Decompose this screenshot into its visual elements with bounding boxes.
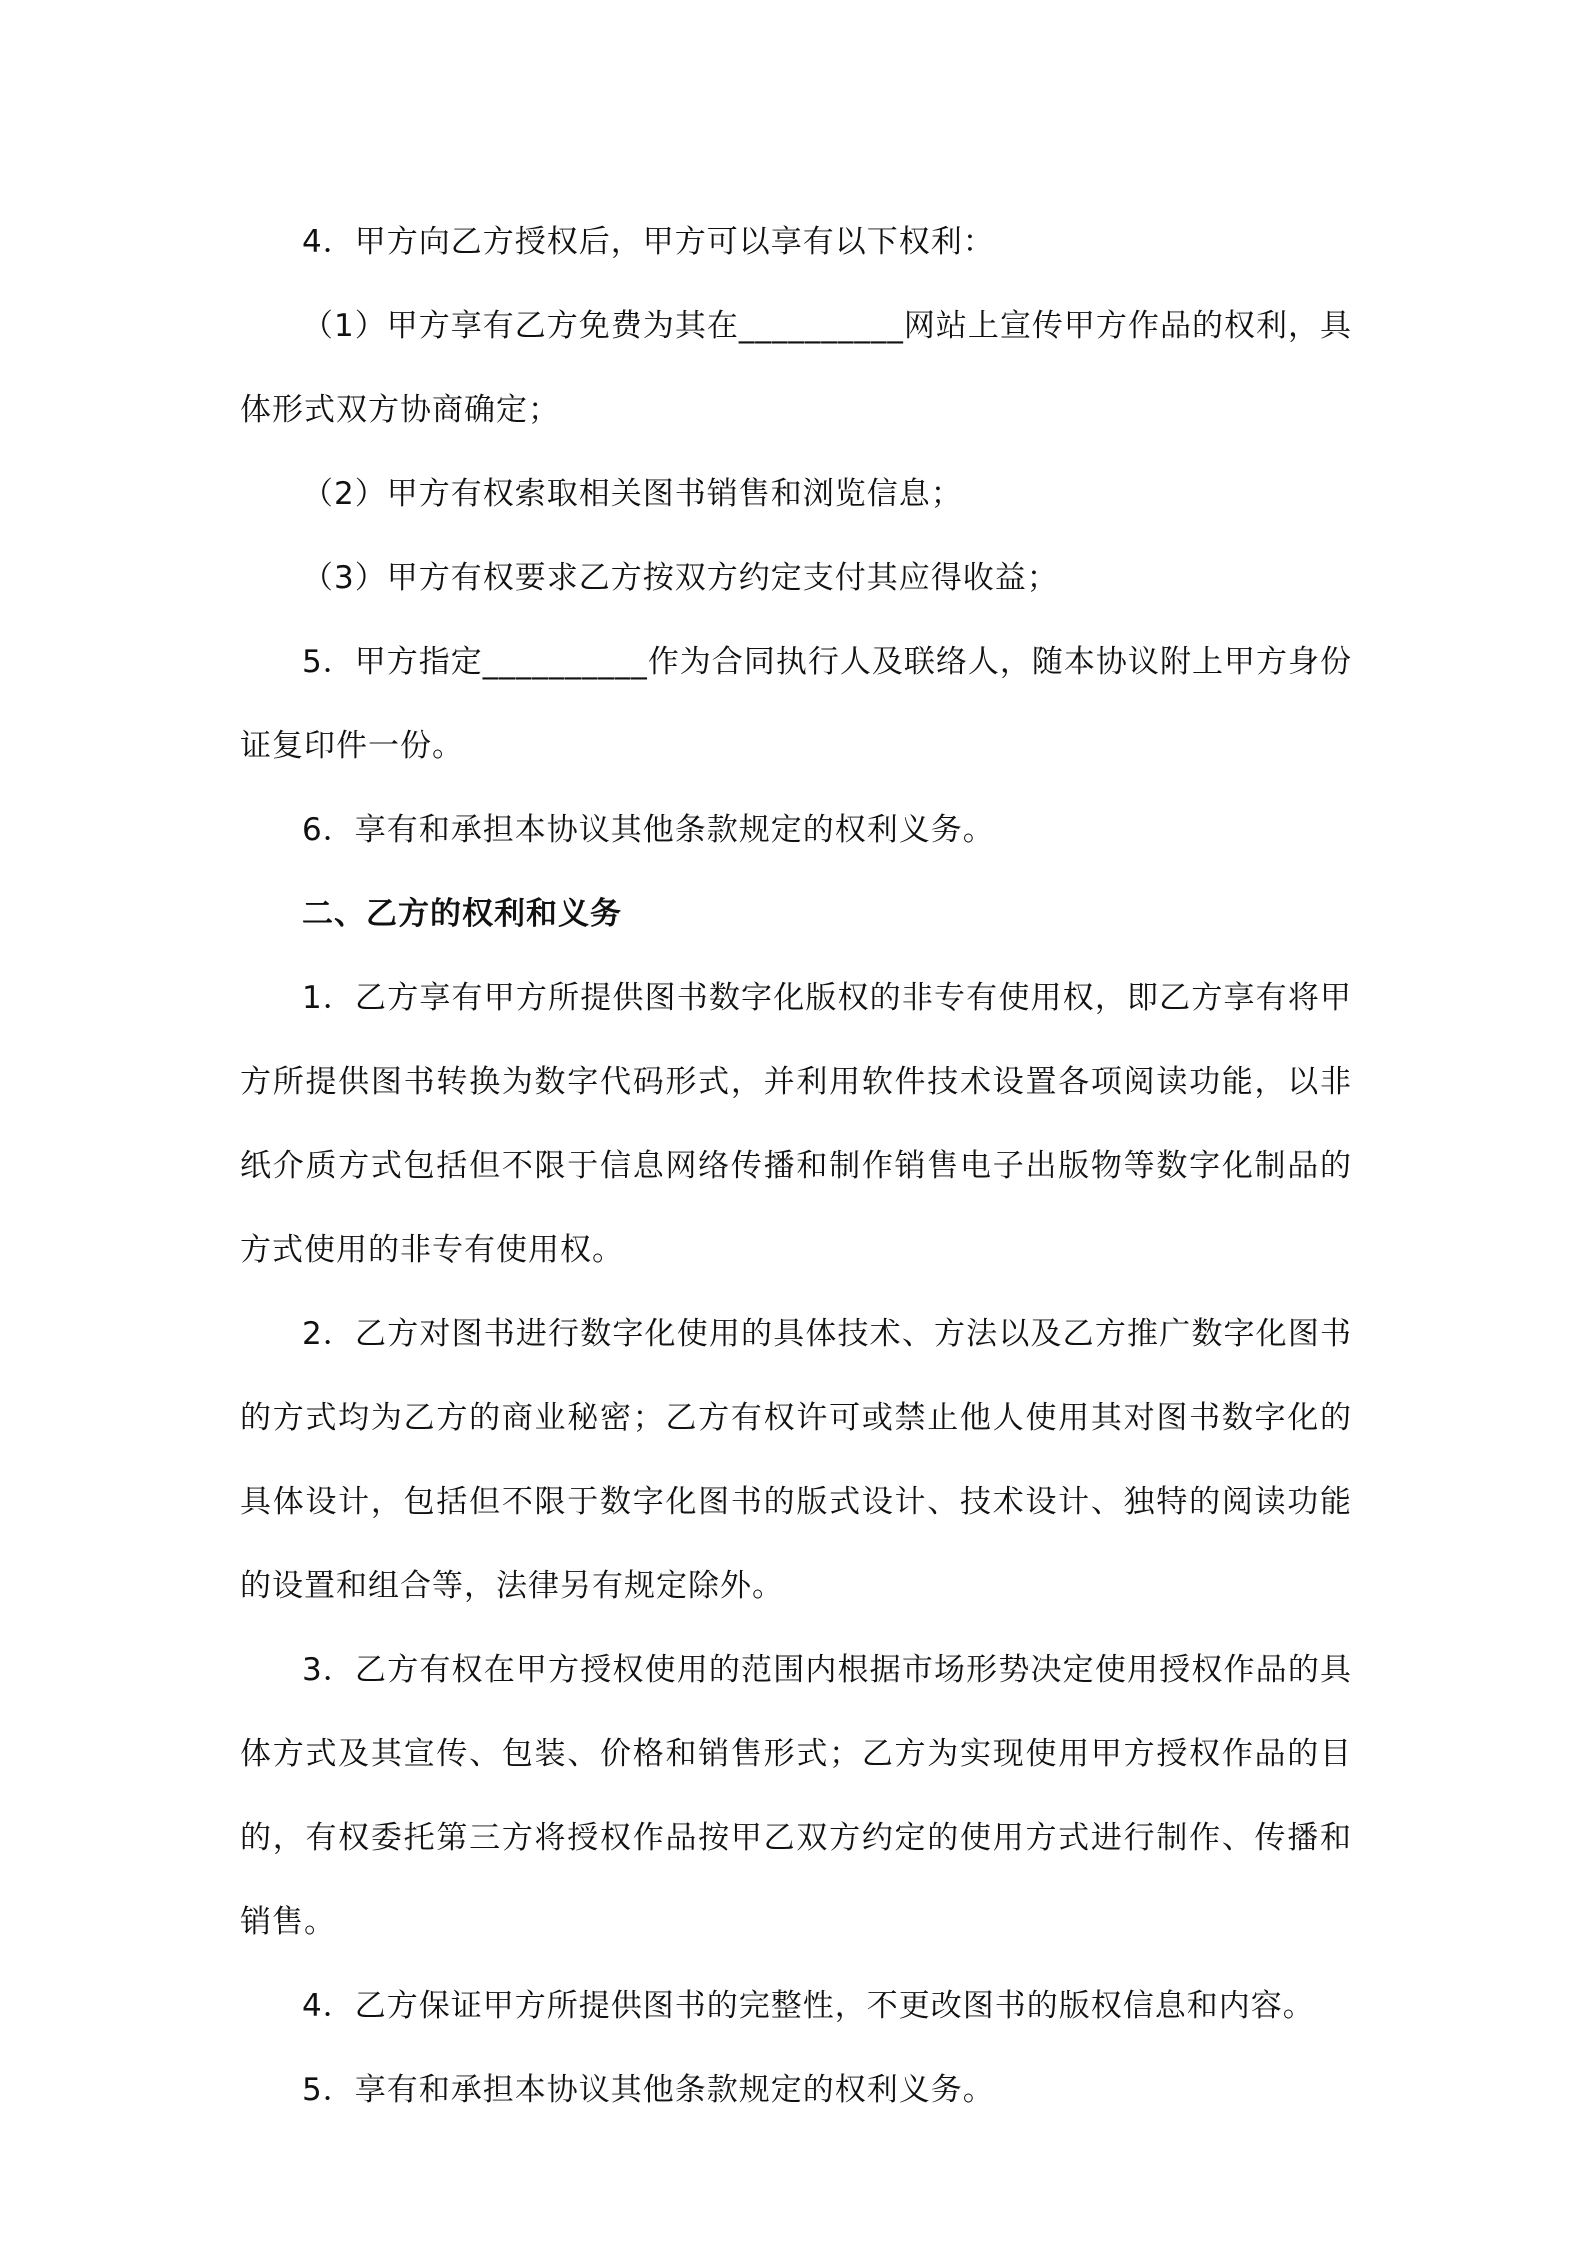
party-b-clause-1: 1．乙方享有甲方所提供图书数字化版权的非专有使用权，即乙方享有将甲方所提供图书转换为数字代码形式，并利用软件技术设置各项阅读功能，以非纸介质方式包括但不限于信息网络传播和制作销售电子出版物等数字化制品的方式使用的非专有使用权。 bbox=[240, 980, 1352, 1268]
clause-4-item-1: （1）甲方享有乙方免费为其在__________网站上宣传甲方作品的权利，具体形式双方协商确定； bbox=[240, 308, 1352, 428]
clause-5-contact-person: 5．甲方指定__________作为合同执行人及联络人，随本协议附上甲方身份证复印件一份。 bbox=[240, 644, 1352, 764]
section-heading-party-b: 二、乙方的权利和义务 bbox=[302, 896, 622, 932]
party-b-clause-2: 2．乙方对图书进行数字化使用的具体技术、方法以及乙方推广数字化图书的方式均为乙方的商业秘密；乙方有权许可或禁止他人使用其对图书数字化的具体设计，包括但不限于数字化图书的版式设计、技术设计、独特的阅读功能的设置和组合等，法律另有规定除外。 bbox=[240, 1316, 1352, 1604]
clause-4-rights-intro: 4．甲方向乙方授权后，甲方可以享有以下权利： bbox=[302, 224, 995, 260]
party-b-clause-3: 3．乙方有权在甲方授权使用的范围内根据市场形势决定使用授权作品的具体方式及其宣传、包装、价格和销售形式；乙方为实现使用甲方授权作品的目的，有权委托第三方将授权作品按甲乙双方约定的使用方式进行制作、传播和销售。 bbox=[240, 1652, 1352, 1940]
party-b-clause-5: 5．享有和承担本协议其他条款规定的权利义务。 bbox=[302, 2072, 995, 2108]
clause-6-other-rights: 6．享有和承担本协议其他条款规定的权利义务。 bbox=[302, 812, 995, 848]
clause-4-item-3: （3）甲方有权要求乙方按双方约定支付其应得收益； bbox=[302, 560, 1059, 596]
party-b-clause-4: 4．乙方保证甲方所提供图书的完整性，不更改图书的版权信息和内容。 bbox=[302, 1988, 1315, 2024]
clause-4-item-2: （2）甲方有权索取相关图书销售和浏览信息； bbox=[302, 476, 963, 512]
document-body bbox=[240, 200, 1352, 2132]
